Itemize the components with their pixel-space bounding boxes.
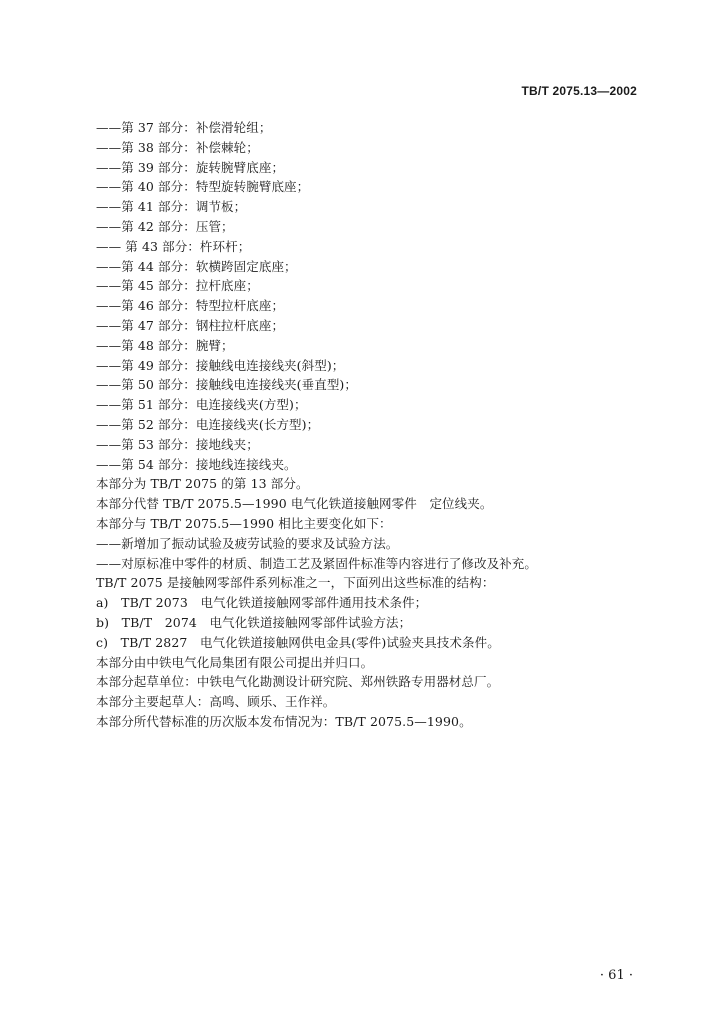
- standard-structure-item: c) TB/T 2827 电气化铁道接触网供电金具(零件)试验夹具技术条件。: [96, 634, 500, 650]
- page-number: · 61 ·: [599, 968, 633, 983]
- part-list-item: —— 第 43 部分：杵环杆；: [96, 238, 251, 254]
- standard-structure-item: b) TB/T 2074 电气化铁道接触网零部件试验方法；: [96, 614, 412, 630]
- foreword-paragraph: 本部分起草单位：中铁电气化勘测设计研究院、郑州铁路专用器材总厂。: [96, 674, 500, 690]
- part-list-item: ——第 48 部分：腕臂；: [96, 337, 234, 353]
- part-list-item: ——第 51 部分：电连接线夹(方型)；: [96, 397, 307, 413]
- foreword-paragraph: 本部分代替 TB/T 2075.5—1990 电气化铁道接触网零件 定位线夹。: [96, 496, 493, 512]
- part-list-item: ——第 49 部分：接触线电连接线夹(斜型)；: [96, 357, 345, 373]
- foreword-paragraph: 本部分为 TB/T 2075 的第 13 部分。: [96, 476, 309, 492]
- part-list-item: ——第 52 部分：电连接线夹(长方型)；: [96, 416, 320, 432]
- foreword-body: [96, 474, 656, 731]
- part-list-item: ——第 50 部分：接触线电连接线夹(垂直型)；: [96, 377, 358, 393]
- change-item: ——对原标准中零件的材质、制造工艺及紧固件标准等内容进行了修改及补充。: [96, 555, 538, 571]
- document-code: TB/T 2075.13—2002: [521, 84, 637, 98]
- standard-structure-item: a) TB/T 2073 电气化铁道接触网零部件通用技术条件；: [96, 595, 428, 611]
- part-list-item: ——第 46 部分：特型拉杆底座；: [96, 298, 285, 314]
- part-list-item: ——第 42 部分：压管；: [96, 218, 234, 234]
- part-list-item: ——第 39 部分：旋转腕臂底座；: [96, 159, 285, 175]
- part-list-item: ——第 47 部分：钢柱拉杆底座；: [96, 317, 285, 333]
- part-list-item: ——第 44 部分：软横跨固定底座；: [96, 258, 297, 274]
- part-list-item: ——第 45 部分：拉杆底座；: [96, 278, 259, 294]
- foreword-paragraph: 本部分由中铁电气化局集团有限公司提出并归口。: [96, 654, 374, 670]
- part-list-item: ——第 41 部分：调节板；: [96, 199, 247, 215]
- document-content: [96, 118, 656, 732]
- foreword-paragraph: TB/T 2075 是接触网零部件系列标准之一，下面列出这些标准的结构：: [96, 575, 495, 591]
- foreword-paragraph: 本部分主要起草人：高鸣、顾乐、王作祥。: [96, 694, 336, 710]
- foreword-paragraph: 本部分所代替标准的历次版本发布情况为：TB/T 2075.5—1990。: [96, 713, 472, 729]
- part-list-item: ——第 37 部分：补偿滑轮组；: [96, 120, 272, 135]
- part-list-item: ——第 40 部分：特型旋转腕臂底座；: [96, 179, 310, 195]
- foreword-paragraph: 本部分与 TB/T 2075.5—1990 相比主要变化如下：: [96, 515, 392, 531]
- part-list-item: ——第 38 部分：补偿棘轮；: [96, 139, 259, 155]
- part-list: [96, 118, 656, 474]
- change-item: ——新增加了振动试验及疲劳试验的要求及试验方法。: [96, 535, 399, 551]
- part-list-item: ——第 54 部分：接地线连接线夹。: [96, 456, 297, 472]
- part-list-item: ——第 53 部分：接地线夹；: [96, 436, 259, 452]
